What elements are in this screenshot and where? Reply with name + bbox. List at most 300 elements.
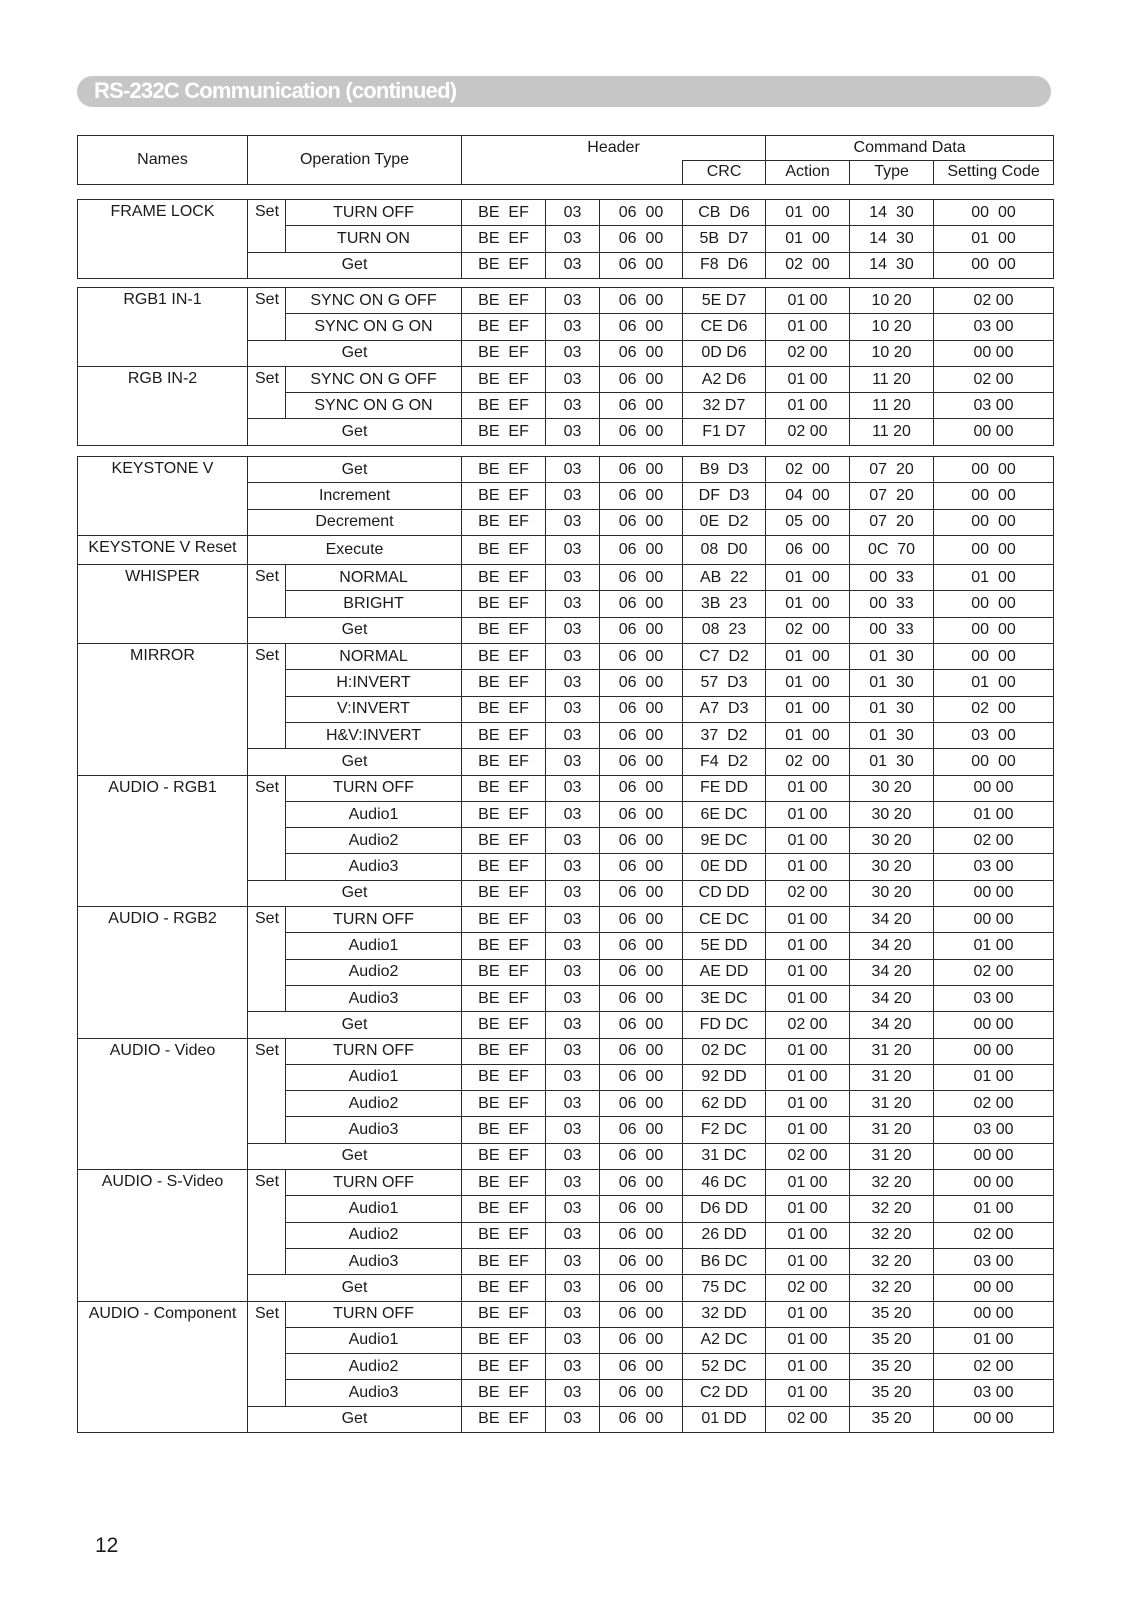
action-cell: 01 00	[766, 314, 850, 340]
header-byte-cell: 06 00	[600, 880, 683, 906]
setting-code-cell: 00 00	[934, 1275, 1054, 1301]
crc-cell: AB 22	[683, 565, 766, 591]
header-byte-cell: BE EF	[462, 801, 546, 827]
header-byte-cell: BE EF	[462, 509, 546, 535]
type-cell: 32 20	[850, 1170, 934, 1196]
header-byte-cell: 03	[546, 535, 600, 564]
table-row	[78, 565, 1054, 591]
type-cell: 01 30	[850, 670, 934, 696]
crc-cell: 62 DD	[683, 1091, 766, 1117]
header-byte-cell: 06 00	[600, 1091, 683, 1117]
crc-cell: 75 DC	[683, 1275, 766, 1301]
operation-cell: Audio2	[286, 959, 462, 985]
setting-code-cell: 00 00	[934, 483, 1054, 509]
crc-cell: FD DC	[683, 1012, 766, 1038]
crc-cell: 32 DD	[683, 1301, 766, 1327]
header-byte-cell: 06 00	[600, 775, 683, 801]
header-byte-cell: 06 00	[600, 288, 683, 314]
header-byte-cell: 03	[546, 854, 600, 880]
type-cell: 31 20	[850, 1091, 934, 1117]
action-cell: 01 00	[766, 1380, 850, 1406]
header-byte-cell: 03	[546, 880, 600, 906]
setting-code-cell: 01 00	[934, 565, 1054, 591]
header-byte-cell: 06 00	[600, 1012, 683, 1038]
crc-cell: CE DC	[683, 907, 766, 933]
type-cell: 14 30	[850, 226, 934, 252]
crc-cell: F8 D6	[683, 252, 766, 278]
type-cell: 01 30	[850, 722, 934, 748]
setting-code-cell: 03 00	[934, 985, 1054, 1011]
setting-code-cell: 03 00	[934, 854, 1054, 880]
crc-cell: 57 D3	[683, 670, 766, 696]
crc-cell: F4 D2	[683, 749, 766, 775]
header-byte-cell: BE EF	[462, 1222, 546, 1248]
type-cell: 34 20	[850, 985, 934, 1011]
action-cell: 01 00	[766, 1038, 850, 1064]
action-cell: 06 00	[766, 535, 850, 564]
setting-code-cell: 02 00	[934, 1091, 1054, 1117]
header-byte-cell: BE EF	[462, 644, 546, 670]
header-byte-cell: 03	[546, 696, 600, 722]
header-byte-cell: BE EF	[462, 617, 546, 643]
header-byte-cell: 03	[546, 457, 600, 483]
crc-cell: 3B 23	[683, 591, 766, 617]
operation-cell: Get	[248, 419, 462, 445]
header-byte-cell: 06 00	[600, 1275, 683, 1301]
crc-cell: C7 D2	[683, 644, 766, 670]
header-byte-cell: 03	[546, 1117, 600, 1143]
table-row	[78, 907, 1054, 933]
command-name-cell: AUDIO - RGB2	[78, 907, 248, 1038]
command-name-cell: KEYSTONE V Reset	[78, 535, 248, 564]
col-header-names: Names	[78, 136, 248, 185]
header-byte-cell: 06 00	[600, 854, 683, 880]
type-cell: 30 20	[850, 880, 934, 906]
header-byte-cell: 03	[546, 509, 600, 535]
setting-code-cell: 00 00	[934, 252, 1054, 278]
type-cell: 11 20	[850, 366, 934, 392]
operation-cell: Audio3	[286, 1117, 462, 1143]
header-byte-cell: BE EF	[462, 1301, 546, 1327]
header-byte-cell: 06 00	[600, 1038, 683, 1064]
table-row	[78, 1038, 1054, 1064]
header-byte-cell: 03	[546, 200, 600, 226]
header-byte-cell: 06 00	[600, 722, 683, 748]
type-cell: 35 20	[850, 1380, 934, 1406]
header-byte-cell: 03	[546, 1091, 600, 1117]
crc-cell: 31 DC	[683, 1143, 766, 1169]
type-cell: 34 20	[850, 907, 934, 933]
setting-code-cell: 02 00	[934, 828, 1054, 854]
type-cell: 11 20	[850, 393, 934, 419]
operation-cell: Get	[248, 880, 462, 906]
header-byte-cell: 03	[546, 1012, 600, 1038]
setting-code-cell: 00 00	[934, 749, 1054, 775]
type-cell: 10 20	[850, 314, 934, 340]
command-name-cell: AUDIO - Component	[78, 1301, 248, 1432]
header-byte-cell: 06 00	[600, 1354, 683, 1380]
operation-cell: NORMAL	[286, 565, 462, 591]
type-cell: 00 33	[850, 617, 934, 643]
crc-cell: FE DD	[683, 775, 766, 801]
type-cell: 00 33	[850, 591, 934, 617]
type-cell: 31 20	[850, 1117, 934, 1143]
crc-cell: 37 D2	[683, 722, 766, 748]
header-byte-cell: 03	[546, 340, 600, 366]
header-byte-cell: 06 00	[600, 1170, 683, 1196]
header-byte-cell: 03	[546, 801, 600, 827]
header-byte-cell: 06 00	[600, 696, 683, 722]
setting-code-cell: 03 00	[934, 1248, 1054, 1274]
setting-code-cell: 00 00	[934, 457, 1054, 483]
setting-code-cell: 00 00	[934, 340, 1054, 366]
setting-code-cell: 01 00	[934, 933, 1054, 959]
crc-cell: 32 D7	[683, 393, 766, 419]
operation-cell: Get	[248, 457, 462, 483]
action-cell: 01 00	[766, 288, 850, 314]
type-cell: 35 20	[850, 1406, 934, 1432]
set-label-cell: Set	[248, 1170, 286, 1275]
type-cell: 35 20	[850, 1354, 934, 1380]
crc-cell: B9 D3	[683, 457, 766, 483]
header-byte-cell: BE EF	[462, 457, 546, 483]
crc-cell: 0E D2	[683, 509, 766, 535]
action-cell: 01 00	[766, 801, 850, 827]
action-cell: 02 00	[766, 880, 850, 906]
header-byte-cell: BE EF	[462, 907, 546, 933]
operation-cell: TURN OFF	[286, 1038, 462, 1064]
setting-code-cell: 03 00	[934, 314, 1054, 340]
header-byte-cell: 06 00	[600, 1117, 683, 1143]
header-byte-cell: 03	[546, 1038, 600, 1064]
crc-cell: 3E DC	[683, 985, 766, 1011]
header-byte-cell: 03	[546, 1406, 600, 1432]
type-cell: 14 30	[850, 200, 934, 226]
col-header-command-data: Command Data	[766, 136, 1054, 161]
setting-code-cell: 00 00	[934, 907, 1054, 933]
header-byte-cell: 03	[546, 1222, 600, 1248]
operation-cell: Get	[248, 252, 462, 278]
set-label-cell: Set	[248, 200, 286, 253]
action-cell: 02 00	[766, 457, 850, 483]
crc-cell: CD DD	[683, 880, 766, 906]
crc-cell: 5E D7	[683, 288, 766, 314]
action-cell: 05 00	[766, 509, 850, 535]
setting-code-cell: 02 00	[934, 366, 1054, 392]
action-cell: 01 00	[766, 1170, 850, 1196]
type-cell: 31 20	[850, 1038, 934, 1064]
crc-cell: 08 23	[683, 617, 766, 643]
crc-cell: CB D6	[683, 200, 766, 226]
action-cell: 02 00	[766, 419, 850, 445]
setting-code-cell: 00 00	[934, 591, 1054, 617]
operation-cell: Increment	[248, 483, 462, 509]
action-cell: 01 00	[766, 959, 850, 985]
setting-code-cell: 00 00	[934, 1012, 1054, 1038]
crc-cell: 02 DC	[683, 1038, 766, 1064]
header-byte-cell: 06 00	[600, 366, 683, 392]
command-name-cell: MIRROR	[78, 644, 248, 775]
header-byte-cell: 03	[546, 419, 600, 445]
header-byte-cell: 06 00	[600, 1196, 683, 1222]
crc-cell: D6 DD	[683, 1196, 766, 1222]
action-cell: 01 00	[766, 1196, 850, 1222]
type-cell: 34 20	[850, 959, 934, 985]
header-byte-cell: BE EF	[462, 933, 546, 959]
header-byte-cell: 06 00	[600, 226, 683, 252]
type-cell: 32 20	[850, 1275, 934, 1301]
crc-cell: 92 DD	[683, 1064, 766, 1090]
type-cell: 0C 70	[850, 535, 934, 564]
type-cell: 35 20	[850, 1301, 934, 1327]
header-byte-cell: 03	[546, 907, 600, 933]
section-title-bar	[77, 76, 1051, 107]
header-byte-cell: 06 00	[600, 1064, 683, 1090]
header-byte-cell: 03	[546, 959, 600, 985]
col-header-setting-code: Setting Code	[934, 160, 1054, 185]
header-byte-cell: 03	[546, 393, 600, 419]
header-byte-cell: 06 00	[600, 1301, 683, 1327]
crc-cell: 01 DD	[683, 1406, 766, 1432]
crc-cell: B6 DC	[683, 1248, 766, 1274]
type-cell: 01 30	[850, 749, 934, 775]
header-byte-cell: BE EF	[462, 1170, 546, 1196]
action-cell: 01 00	[766, 591, 850, 617]
operation-cell: TURN OFF	[286, 200, 462, 226]
type-cell: 00 33	[850, 565, 934, 591]
type-cell: 32 20	[850, 1196, 934, 1222]
header-byte-cell: 06 00	[600, 200, 683, 226]
setting-code-cell: 01 00	[934, 226, 1054, 252]
header-byte-cell: 06 00	[600, 457, 683, 483]
crc-cell: A2 D6	[683, 366, 766, 392]
header-byte-cell: 06 00	[600, 340, 683, 366]
header-byte-cell: BE EF	[462, 591, 546, 617]
header-byte-cell: BE EF	[462, 1354, 546, 1380]
table-row	[78, 1301, 1054, 1327]
header-byte-cell: BE EF	[462, 393, 546, 419]
header-byte-cell: 03	[546, 670, 600, 696]
operation-cell: SYNC ON G OFF	[286, 288, 462, 314]
header-byte-cell: 06 00	[600, 314, 683, 340]
crc-cell: A2 DC	[683, 1327, 766, 1353]
header-byte-cell: 03	[546, 722, 600, 748]
command-name-cell: FRAME LOCK	[78, 200, 248, 279]
type-cell: 11 20	[850, 419, 934, 445]
action-cell: 02 00	[766, 1012, 850, 1038]
setting-code-cell: 00 00	[934, 880, 1054, 906]
header-byte-cell: 06 00	[600, 644, 683, 670]
operation-cell: TURN OFF	[286, 907, 462, 933]
crc-cell: DF D3	[683, 483, 766, 509]
crc-cell: C2 DD	[683, 1380, 766, 1406]
action-cell: 02 00	[766, 1143, 850, 1169]
operation-cell: Get	[248, 340, 462, 366]
operation-cell: Execute	[248, 535, 462, 564]
action-cell: 01 00	[766, 854, 850, 880]
action-cell: 01 00	[766, 1222, 850, 1248]
setting-code-cell: 01 00	[934, 670, 1054, 696]
operation-cell: SYNC ON G OFF	[286, 366, 462, 392]
header-byte-cell: 03	[546, 1196, 600, 1222]
header-byte-cell: BE EF	[462, 419, 546, 445]
action-cell: 02 00	[766, 340, 850, 366]
crc-cell: A7 D3	[683, 696, 766, 722]
type-cell: 10 20	[850, 288, 934, 314]
page-number: 12	[95, 1534, 119, 1557]
header-byte-cell: BE EF	[462, 288, 546, 314]
header-byte-cell: BE EF	[462, 483, 546, 509]
operation-cell: Get	[248, 749, 462, 775]
setting-code-cell: 00 00	[934, 775, 1054, 801]
operation-cell: V:INVERT	[286, 696, 462, 722]
action-cell: 01 00	[766, 670, 850, 696]
crc-cell: CE D6	[683, 314, 766, 340]
header-byte-cell: 03	[546, 617, 600, 643]
setting-code-cell: 00 00	[934, 1143, 1054, 1169]
header-byte-cell: 03	[546, 1248, 600, 1274]
header-byte-cell: 03	[546, 828, 600, 854]
operation-cell: SYNC ON G ON	[286, 314, 462, 340]
header-byte-cell: 06 00	[600, 509, 683, 535]
type-cell: 01 30	[850, 644, 934, 670]
action-cell: 01 00	[766, 828, 850, 854]
crc-cell: 0E DD	[683, 854, 766, 880]
operation-cell: BRIGHT	[286, 591, 462, 617]
header-byte-cell: BE EF	[462, 775, 546, 801]
header-byte-cell: 06 00	[600, 419, 683, 445]
setting-code-cell: 03 00	[934, 1117, 1054, 1143]
header-byte-cell: BE EF	[462, 1380, 546, 1406]
header-byte-cell: BE EF	[462, 1275, 546, 1301]
header-byte-cell: 03	[546, 565, 600, 591]
header-byte-cell: BE EF	[462, 200, 546, 226]
setting-code-cell: 00 00	[934, 644, 1054, 670]
setting-code-cell: 01 00	[934, 801, 1054, 827]
header-byte-cell: BE EF	[462, 340, 546, 366]
setting-code-cell: 00 00	[934, 1406, 1054, 1432]
operation-cell: Audio1	[286, 1327, 462, 1353]
action-cell: 01 00	[766, 933, 850, 959]
header-byte-cell: 06 00	[600, 617, 683, 643]
action-cell: 01 00	[766, 565, 850, 591]
crc-cell: F1 D7	[683, 419, 766, 445]
crc-cell: F2 DC	[683, 1117, 766, 1143]
header-byte-cell: BE EF	[462, 828, 546, 854]
action-cell: 02 00	[766, 617, 850, 643]
header-byte-cell: 03	[546, 749, 600, 775]
type-cell: 35 20	[850, 1327, 934, 1353]
setting-code-cell: 00 00	[934, 617, 1054, 643]
operation-cell: Audio1	[286, 801, 462, 827]
command-name-cell: RGB IN-2	[78, 366, 248, 445]
header-byte-cell: 06 00	[600, 483, 683, 509]
table-header	[77, 135, 1054, 185]
setting-code-cell: 01 00	[934, 1064, 1054, 1090]
col-header-crc: CRC	[683, 160, 766, 185]
type-cell: 34 20	[850, 933, 934, 959]
header-byte-cell: 06 00	[600, 828, 683, 854]
col-header-operation-type: Operation Type	[248, 136, 462, 185]
type-cell: 14 30	[850, 252, 934, 278]
type-cell: 32 20	[850, 1222, 934, 1248]
command-name-cell: AUDIO - S-Video	[78, 1170, 248, 1301]
table-row	[78, 644, 1054, 670]
crc-cell: 5E DD	[683, 933, 766, 959]
action-cell: 02 00	[766, 252, 850, 278]
set-label-cell: Set	[248, 644, 286, 749]
type-cell: 31 20	[850, 1143, 934, 1169]
operation-cell: TURN OFF	[286, 1301, 462, 1327]
table-row	[78, 366, 1054, 392]
header-byte-cell: 03	[546, 644, 600, 670]
header-byte-cell: BE EF	[462, 1406, 546, 1432]
header-byte-cell: 03	[546, 985, 600, 1011]
operation-cell: Audio3	[286, 854, 462, 880]
header-byte-cell: BE EF	[462, 565, 546, 591]
header-byte-cell: 06 00	[600, 252, 683, 278]
setting-code-cell: 00 00	[934, 200, 1054, 226]
type-cell: 30 20	[850, 828, 934, 854]
header-byte-cell: 03	[546, 288, 600, 314]
action-cell: 02 00	[766, 1275, 850, 1301]
setting-code-cell: 01 00	[934, 1327, 1054, 1353]
operation-cell: Audio2	[286, 1091, 462, 1117]
header-byte-cell: BE EF	[462, 226, 546, 252]
header-byte-cell: 06 00	[600, 959, 683, 985]
header-byte-cell: 06 00	[600, 749, 683, 775]
header-byte-cell: 06 00	[600, 1327, 683, 1353]
header-byte-cell: 03	[546, 1301, 600, 1327]
action-cell: 01 00	[766, 1117, 850, 1143]
operation-cell: Audio3	[286, 1380, 462, 1406]
header-byte-cell: 03	[546, 933, 600, 959]
header-byte-cell: BE EF	[462, 985, 546, 1011]
header-byte-cell: 03	[546, 252, 600, 278]
header-byte-cell: 06 00	[600, 933, 683, 959]
action-cell: 01 00	[766, 907, 850, 933]
header-byte-cell: BE EF	[462, 314, 546, 340]
setting-code-cell: 00 00	[934, 535, 1054, 564]
setting-code-cell: 00 00	[934, 509, 1054, 535]
header-byte-cell: 03	[546, 1380, 600, 1406]
crc-cell: AE DD	[683, 959, 766, 985]
operation-cell: NORMAL	[286, 644, 462, 670]
header-byte-cell: 03	[546, 591, 600, 617]
operation-cell: TURN OFF	[286, 1170, 462, 1196]
operation-cell: H:INVERT	[286, 670, 462, 696]
command-table-frame-lock	[77, 199, 1054, 279]
operation-cell: Audio1	[286, 933, 462, 959]
operation-cell: TURN ON	[286, 226, 462, 252]
header-byte-cell: BE EF	[462, 1012, 546, 1038]
header-byte-cell: 03	[546, 366, 600, 392]
table-row	[78, 775, 1054, 801]
setting-code-cell: 00 00	[934, 1038, 1054, 1064]
header-byte-cell: BE EF	[462, 722, 546, 748]
operation-cell: SYNC ON G ON	[286, 393, 462, 419]
operation-cell: H&V:INVERT	[286, 722, 462, 748]
crc-cell: 0D D6	[683, 340, 766, 366]
setting-code-cell: 02 00	[934, 288, 1054, 314]
header-byte-cell: 06 00	[600, 1222, 683, 1248]
action-cell: 01 00	[766, 1248, 850, 1274]
operation-cell: Get	[248, 1012, 462, 1038]
crc-cell: 6E DC	[683, 801, 766, 827]
header-byte-cell: 03	[546, 1327, 600, 1353]
header-byte-cell: 06 00	[600, 393, 683, 419]
command-name-cell: WHISPER	[78, 565, 248, 644]
